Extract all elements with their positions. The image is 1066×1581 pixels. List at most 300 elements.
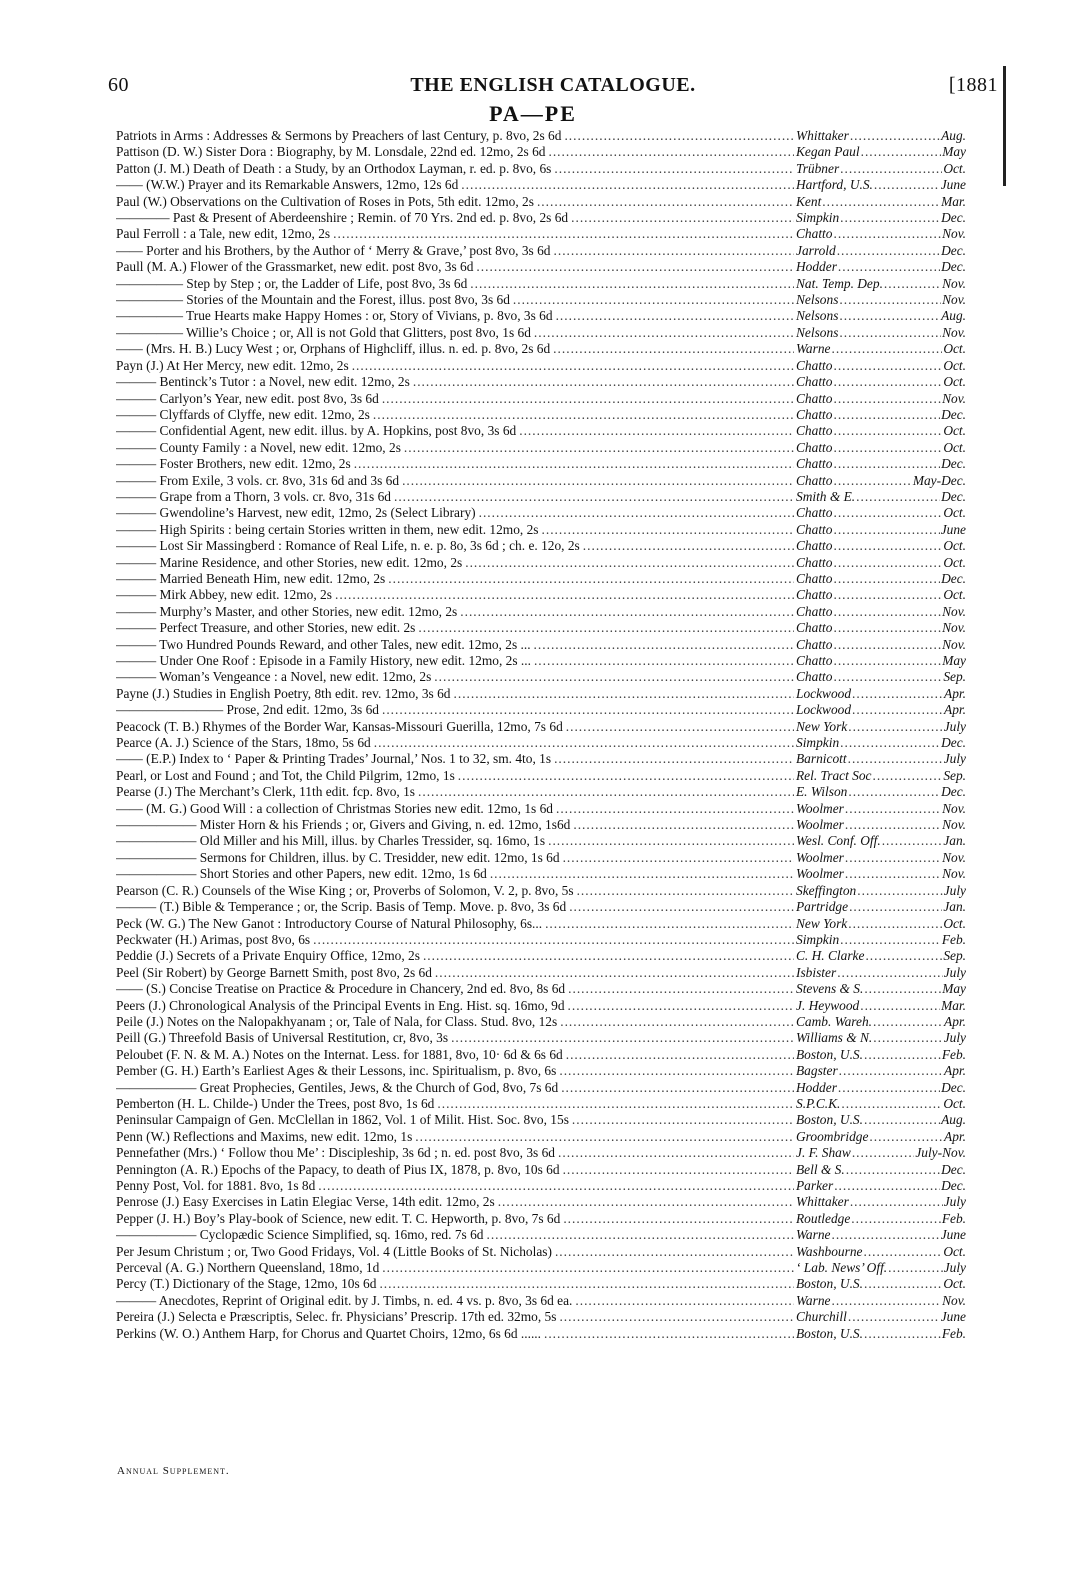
leader-dots [555,1244,794,1260]
entry-publisher: Chatto [796,669,833,685]
entry-publisher: Isbister [796,964,837,980]
entry-publisher: Jarrold [796,242,836,258]
entry-publisher: Chatto [796,538,833,554]
entry-title [116,571,794,587]
entry-text: ——— Woman’s Vengeance : a Novel, new edit. 12mo, 2s [116,669,432,685]
entry-title [116,538,794,554]
leader-dots [542,522,795,538]
catalogue-entry [116,620,971,636]
entry-month: Dec. [941,570,966,586]
entry-imprint [796,292,966,308]
leader-dots [840,735,940,751]
entry-publisher: Nelsons [796,292,839,308]
catalogue-entry [116,817,971,833]
entry-publisher: Rel. Tract Soc [796,767,872,783]
catalogue-entry [116,1063,971,1079]
leader-dots [839,292,941,308]
entry-title [116,226,794,242]
entry-imprint [796,620,966,636]
entry-title [116,128,794,144]
entry-title [116,1063,794,1079]
leader-dots [833,407,940,423]
entry-imprint [796,522,966,538]
entry-month: Feb. [941,1210,966,1226]
entry-text: Payne (J.) Studies in English Poetry, 8th edit. rev. 12mo, 3s 6d [116,685,451,701]
entry-title [116,440,794,456]
entry-text: Pearce (A. J.) Science of the Stars, 18mo, 5s 6d [116,735,371,751]
entry-title [116,161,794,177]
entry-text: Percy (T.) Dictionary of the Stage, 12mo, 10s 6d [116,1276,377,1292]
leader-dots [864,981,941,997]
entry-publisher: Kegan Paul [796,144,860,160]
entry-imprint [796,1047,966,1063]
leader-dots [848,719,942,735]
leader-dots [544,1326,794,1342]
entry-imprint [796,358,966,374]
entry-month: July [943,1030,966,1046]
catalogue-entry [116,899,971,915]
entry-month: Nov. [942,817,966,833]
catalogue-entry [116,719,971,735]
entry-text: ——— Confidential Agent, new edit. illus. by A. Hopkins, post 8vo, 3s 6d [116,423,517,439]
entry-month: Nov. [942,603,966,619]
leader-dots [513,292,794,308]
leader-dots [833,620,941,636]
leader-dots [857,883,942,899]
leader-dots [558,1145,794,1161]
leader-dots [313,932,794,948]
entry-imprint [796,505,966,521]
entry-text: ——— Carlyon’s Year, new edit. post 8vo, 3s 6d [116,390,379,406]
leader-dots [437,1096,794,1112]
entry-imprint [796,702,966,718]
entry-text: —————— Great Prophecies, Gentiles, Jews, & the Church of God, 8vo, 7s 6d [116,1079,559,1095]
entry-imprint [796,948,966,964]
leader-dots [831,1227,939,1243]
entry-title [116,522,794,538]
entry-text: Pattison (D. W.) Sister Dora : Biography, by M. Lonsdale, 22nd ed. 12mo, 2s 6d [116,144,546,160]
catalogue-entry [116,637,971,653]
catalogue-entry [116,1080,971,1096]
entry-title [116,899,794,915]
leader-dots [833,505,942,521]
leader-dots [865,948,942,964]
catalogue-entry [116,128,971,144]
entry-title [116,325,794,341]
entry-text: Patriots in Arms : Addresses & Sermons by Preachers of last Century, p. 8vo, 2s 6d [116,128,562,143]
entry-title [116,177,794,193]
catalogue-entry [116,833,971,849]
entry-month: Dec. [941,456,966,472]
entry-title [116,194,794,210]
leader-dots [577,883,794,899]
entry-imprint [796,423,966,439]
entry-month: Feb. [941,931,966,947]
entry-title [116,1178,794,1194]
entry-publisher: New York [796,915,848,931]
leader-dots [423,948,794,964]
entry-text: —————— Sermons for Children, illus. by C. Tresidder, new edit. 12mo, 1s 6d [116,849,560,865]
entry-title [116,505,794,521]
entry-month: June [940,1227,966,1243]
catalogue-entry [116,226,971,242]
entry-month: Nov. [942,292,966,308]
leader-dots [566,719,794,735]
entry-text: ——— Foster Brothers, new edit. 12mo, 2s [116,456,351,472]
entry-imprint [796,604,966,620]
entry-text: Pepper (J. H.) Boy’s Play-book of Science, new edit. T. C. Hepworth, p. 8vo, 7s 6d [116,1210,561,1226]
leader-dots [861,144,942,160]
entry-title [116,1194,794,1210]
entry-text: ——— Two Hundred Pounds Reward, and other Tales, new edit. 12mo, 2s ... [116,636,531,652]
leader-dots [873,768,943,784]
entry-publisher: Boston, U.S. [796,1325,863,1341]
entry-imprint [796,391,966,407]
entry-text: ——— Lost Sir Massingberd : Romance of Real Life, n. e. p. 8o, 3s 6d ; ch. e. 12o, 2s [116,538,580,554]
leader-dots [864,1047,941,1063]
entry-month: July [943,882,966,898]
catalogue-entry [116,1326,971,1342]
entry-title [116,801,794,817]
entry-publisher: Chatto [796,390,833,406]
entry-title [116,1227,794,1243]
leader-dots [882,833,943,849]
entry-month: Dec. [941,488,966,504]
entry-text: ——— Mirk Abbey, new edit. 12mo, 2s [116,587,332,603]
leader-dots [846,1162,940,1178]
catalogue-entry [116,259,971,275]
leader-dots [869,1129,943,1145]
entry-title [116,144,794,160]
entry-text: ————— True Hearts make Happy Homes : or, Story of Vivians, p. 8vo, 3s 6d [116,308,553,324]
leader-dots [839,325,941,341]
entry-month: Oct. [943,915,966,931]
entry-publisher: Woolmer [796,849,844,865]
entry-text: Peloubet (F. N. & M. A.) Notes on the Internat. Less. for 1881, 8vo, 10· 6d & 6s 6d [116,1046,563,1062]
catalogue-entry [116,965,971,981]
leader-dots [554,751,794,767]
entry-title [116,981,794,997]
entry-month: Oct. [943,439,966,455]
entry-imprint [796,194,966,210]
catalogue-entry [116,669,971,685]
entry-imprint [796,883,966,899]
entry-month: Oct. [943,341,966,357]
entry-imprint [796,866,966,882]
entry-imprint [796,407,966,423]
entry-text: Peers (J.) Chronological Analysis of the Principal Events in Eng. Hist. sq. 16mo, 9d [116,997,565,1013]
entry-imprint [796,833,966,849]
leader-dots [354,456,794,472]
catalogue-entry [116,522,971,538]
entry-month: Dec. [941,259,966,275]
catalogue-entry [116,850,971,866]
leader-dots [848,751,943,767]
entry-title [116,1112,794,1128]
entry-publisher: Hartford, U.S. [796,177,873,193]
entry-imprint [796,1030,966,1046]
entry-title [116,866,794,882]
entry-title [116,702,794,718]
leader-dots [833,637,941,653]
entry-text: —— (E.P.) Index to ‘ Paper & Printing Trades’ Journal,’ Nos. 1 to 32, sm. 4to, 1s [116,751,552,767]
entry-imprint [796,144,966,160]
entry-month: Oct. [943,1243,966,1259]
leader-dots [553,341,794,357]
leader-dots [534,325,794,341]
entry-text: Peddie (J.) Secrets of a Private Enquiry Office, 12mo, 2s [116,948,420,964]
entry-imprint [796,587,966,603]
entry-month: Oct. [943,357,966,373]
entry-title [116,620,794,636]
leader-dots [831,1293,941,1309]
entry-month: Jan. [943,899,966,915]
entry-publisher: Warne [796,1227,831,1243]
entry-publisher: Bell & S. [796,1161,845,1177]
leader-dots [545,916,794,932]
leader-dots [569,899,794,915]
entry-month: July [943,1260,966,1276]
entry-imprint [796,489,966,505]
entry-imprint [796,473,966,489]
leader-dots [335,587,794,603]
entry-month: Dec. [941,406,966,422]
leader-dots [837,243,940,259]
entry-text: Perceval (A. G.) Northern Queensland, 18mo, 1d [116,1260,380,1276]
entry-title [116,1030,794,1046]
leader-dots [413,374,794,390]
entry-month: July [943,964,966,980]
entry-publisher: Chatto [796,226,833,242]
catalogue-entry [116,1293,971,1309]
entry-text: Peck (W. G.) The New Ganot : Introductory Course of Natural Philosophy, 6s... [116,915,543,931]
entry-month: May [942,144,966,160]
entry-text: ——— Perfect Treasure, and other Stories, new edit. 2s [116,620,416,636]
catalogue-entry [116,998,971,1014]
leader-dots [460,604,794,620]
leader-dots [833,391,941,407]
entry-month: July-Nov. [915,1145,966,1161]
entry-month: May-Dec. [912,472,966,488]
entry-text: ——— Marine Residence, and other Stories, new edit. 12mo, 2s [116,554,463,570]
entry-publisher: Woolmer [796,800,844,816]
entry-title [116,883,794,899]
entry-title [116,1162,794,1178]
leader-dots [556,308,794,324]
entry-title [116,1276,794,1292]
entry-title [116,965,794,981]
entry-month: Dec. [941,210,966,226]
leader-dots [458,768,794,784]
entry-imprint [796,768,966,784]
leader-dots [833,669,942,685]
entry-title [116,916,794,932]
entry-publisher: Washbourne [796,1243,863,1259]
leader-dots [863,1244,942,1260]
entry-publisher: Stevens & S. [796,981,864,997]
leader-dots [833,473,911,489]
leader-dots [839,308,940,324]
entry-month: Aug. [941,1112,966,1128]
entry-month: June [940,521,966,537]
leader-dots [845,866,941,882]
catalogue-entry [116,538,971,554]
entry-text: ———— Past & Present of Aberdeenshire ; Remin. of 70 Yrs. 2nd ed. p. 8vo, 2s 6d [116,210,569,226]
leader-dots [833,423,942,439]
entry-imprint [796,325,966,341]
leader-dots [548,833,794,849]
leader-dots [479,505,794,521]
entry-month: Dec. [941,1178,966,1193]
entry-month: Feb. [941,1046,966,1062]
entry-month: Apr. [944,685,966,701]
entry-text: Pearl, or Lost and Found ; and Tot, the Child Pilgrim, 12mo, 1s [116,767,455,783]
leader-dots [833,538,942,554]
entry-imprint [796,801,966,817]
leader-dots [845,801,941,817]
entry-publisher: New York [796,718,848,734]
page-title: THE ENGLISH CATALOGUE. [410,74,696,96]
entry-imprint [796,341,966,357]
catalogue-entry [116,489,971,505]
catalogue-entry [116,243,971,259]
leader-dots [840,210,940,226]
leader-dots [352,358,794,374]
leader-dots [841,1096,942,1112]
entry-month: Nov. [942,226,966,242]
leader-dots [318,1178,794,1194]
leader-dots [568,981,794,997]
entry-month: Sep. [943,669,966,685]
leader-dots [831,341,942,357]
entry-imprint [796,1080,966,1096]
entry-text: ——— Anecdotes, Reprint of Original edit. by J. Timbs, n. ed. 4 vs. p. 8vo, 3s 6d ea. [116,1292,573,1308]
page-header [108,74,998,102]
leader-dots [884,276,941,292]
entry-title [116,932,794,948]
entry-text: ———————— Prose, 2nd edit. 12mo, 3s 6d [116,702,379,718]
entry-imprint [796,374,966,390]
entry-title [116,1326,794,1342]
entry-publisher: Simpkin [796,931,840,947]
catalogue-entry [116,1145,971,1161]
entry-imprint [796,735,966,751]
entry-text: Peckwater (H.) Arimas, post 8vo, 6s [116,931,311,947]
entry-imprint [796,751,966,767]
entry-month: Oct. [943,538,966,554]
entry-month: Nov. [942,324,966,340]
catalogue-entry [116,1014,971,1030]
entry-publisher: Chatto [796,406,833,422]
leader-dots [434,669,794,685]
entry-title [116,587,794,603]
entry-title [116,259,794,275]
footer-signature: Annual Supplement. [117,1465,230,1477]
entry-imprint [796,276,966,292]
entry-title [116,391,794,407]
leader-dots [451,1030,794,1046]
entry-publisher: Nelsons [796,324,839,340]
leader-dots [490,866,794,882]
leader-dots [834,1178,940,1194]
leader-dots [833,587,942,603]
entry-publisher: Chatto [796,357,833,373]
entry-imprint [796,1162,966,1178]
entry-publisher: Chatto [796,521,833,537]
leader-dots [374,735,794,751]
leader-dots [852,686,943,702]
entry-text: Pearse (J.) The Merchant’s Clerk, 11th edit. fcp. 8vo, 1s [116,784,415,800]
catalogue-entry [116,325,971,341]
entry-publisher: Barnicott [796,751,847,767]
entry-title [116,1145,794,1161]
leader-dots [560,1014,794,1030]
leader-dots [382,702,794,718]
catalogue-entry [116,308,971,324]
entry-month: Nov. [942,275,966,291]
leader-dots [839,1063,943,1079]
catalogue-entry [116,1211,971,1227]
entry-month: Oct. [943,1276,966,1292]
entry-month: Aug. [941,128,966,143]
entry-text: Penrose (J.) Easy Exercises in Latin Elegiac Verse, 14th edit. 12mo, 2s [116,1194,495,1210]
entry-publisher: Kent [796,193,822,209]
leader-dots [864,1276,942,1292]
entry-imprint [796,128,966,144]
entry-publisher: Skeffington [796,882,857,898]
leader-dots [833,555,942,571]
entry-title [116,1096,794,1112]
entry-title [116,751,794,767]
entry-title [116,341,794,357]
entry-month: Mar. [941,193,966,209]
entry-month: Sep. [943,767,966,783]
entry-publisher: Routledge [796,1210,851,1226]
catalogue-entry [116,735,971,751]
entry-title [116,669,794,685]
catalogue-entry [116,916,971,932]
entry-text: Pennefather (Mrs.) ‘ Follow thou Me’ : Discipleship, 3s 6d ; n. ed. post 8vo, 3s 6d [116,1145,555,1161]
leader-dots [845,817,941,833]
entry-month: Oct. [943,554,966,570]
catalogue-entry [116,1030,971,1046]
catalogue-entry [116,440,971,456]
entry-publisher: ‘ Lab. News’ Off. [796,1260,888,1276]
entry-text: Peile (J.) Notes on the Nalopakhyanam ; or, Tale of Nala, for Class. Stud. 8vo, 12s [116,1013,558,1029]
entry-publisher: Boston, U.S. [796,1112,863,1128]
entry-imprint [796,1326,966,1342]
entry-publisher: Nat. Temp. Dep. [796,275,883,291]
catalogue-entry [116,505,971,521]
catalogue-entry [116,784,971,800]
leader-dots [852,702,943,718]
entry-publisher: Parker [796,1178,834,1193]
catalogue-entry [116,1244,971,1260]
entry-publisher: Chatto [796,456,833,472]
entry-month: Apr. [944,1063,966,1079]
catalogue-entry [116,1227,971,1243]
entry-text: Pearson (C. R.) Counsels of the Wise King ; or, Proverbs of Solomon, V. 2, p. 8vo, 5s [116,882,574,898]
entry-publisher: C. H. Clarke [796,948,865,964]
entry-publisher: Chatto [796,587,833,603]
entry-publisher: Smith & E. [796,488,856,504]
entry-text: Pember (G. H.) Earth’s Earliest Ages & their Lessons, inc. Spiritualism, p. 8vo, 6s [116,1063,557,1079]
entry-title [116,1080,794,1096]
entry-text: —— Porter and his Brothers, by the Author of ‘ Merry & Grave,’ post 8vo, 3s 6d [116,242,551,258]
entry-publisher: Lockwood [796,702,852,718]
entry-title [116,719,794,735]
entry-title [116,998,794,1014]
